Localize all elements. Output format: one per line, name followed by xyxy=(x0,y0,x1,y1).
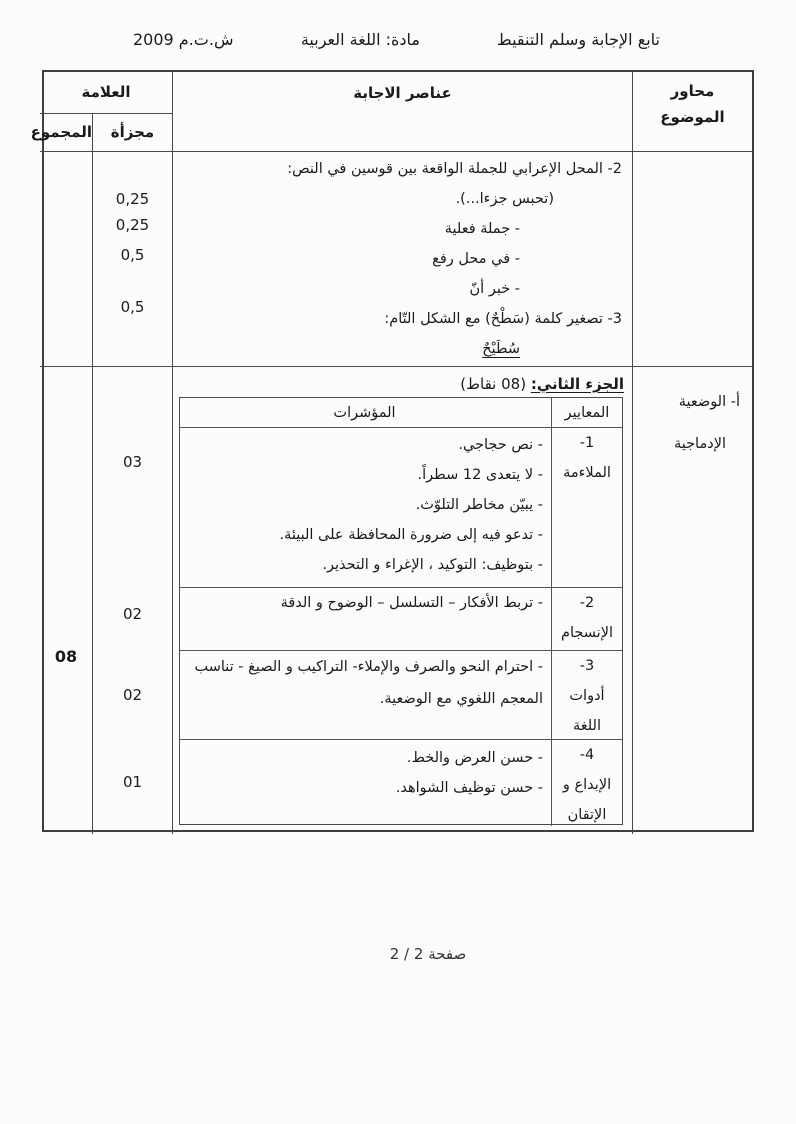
partial-mark: 03 xyxy=(122,453,143,471)
part2-axes-cell xyxy=(632,367,752,834)
answer-elements-label: عناصر الاجابة xyxy=(353,84,452,102)
section-points: (08 نقاط) xyxy=(460,375,527,393)
indicator-line: - لا يتعدى 12 سطراً. xyxy=(417,467,543,483)
partial-mark: 0,5 xyxy=(120,246,145,264)
criteria-label: اللغة xyxy=(572,718,602,734)
criteria-number: 1- xyxy=(579,435,595,451)
total-mark: 08 xyxy=(54,647,78,666)
partial-mark: 02 xyxy=(122,686,143,704)
indicator-line: - تربط الأفكار – التسلسل – الوضوح و الدقة xyxy=(280,595,543,611)
indicators-header-cell xyxy=(178,398,551,427)
indicator-line: - حسن العرض والخط. xyxy=(406,750,543,766)
axis-line: أ- الوضعية xyxy=(678,394,740,410)
partial-mark: 0,25 xyxy=(115,190,150,208)
criteria-label: الملاءمة xyxy=(563,465,611,481)
exam-session: ش.ت.م 2009 xyxy=(133,30,234,49)
marking-table xyxy=(30,70,754,832)
indicator-line: - حسن توظيف الشواهد. xyxy=(395,780,543,796)
indicators-cell xyxy=(178,428,551,587)
section-title xyxy=(173,371,632,397)
indicators-cell xyxy=(178,740,551,826)
indicator-line: - احترام النحو والصرف والإملاء- التراكيب و الصيغ - تناسب المعجم اللغوي مع الوضعية. xyxy=(194,659,543,707)
criteria-number: 3- xyxy=(579,658,595,674)
topic-axes-line2: الموضوع xyxy=(660,108,725,126)
header-answer-elements xyxy=(172,72,632,152)
criteria-header-label: المعايير xyxy=(564,405,610,421)
indicators-header-label: المؤشرات xyxy=(333,405,396,421)
indicator-line: - تدعو فيه إلى ضرورة المحافظة على البيئة. xyxy=(279,527,543,543)
indicator-line: - يبيّن مخاطر التلوّث. xyxy=(415,497,543,513)
criteria-label: الإتقان xyxy=(567,807,607,823)
header-total xyxy=(30,114,92,152)
topic-axes-line1: محاور xyxy=(670,82,715,100)
criteria-label: الإنسجام xyxy=(560,625,614,641)
answer-line: (تحبس جزءا...). xyxy=(455,191,554,207)
header-mark xyxy=(40,72,172,114)
section-title-text: الجزء الثاني: xyxy=(530,375,624,393)
total-label: المجموع xyxy=(30,123,92,141)
answer-line: - جملة فعلية xyxy=(444,221,520,237)
criteria-table xyxy=(179,397,623,825)
indicators-cell xyxy=(178,651,551,739)
header-partial xyxy=(92,114,172,152)
criteria-header-cell xyxy=(551,398,622,427)
criteria-number: 4- xyxy=(579,747,595,763)
header-topic-axes xyxy=(632,72,752,152)
criteria-label: الإبداع و xyxy=(562,777,612,793)
axis-line: الإدماجية xyxy=(673,436,726,452)
answer-line: 2- المحل الإعرابي للجملة الواقعة بين قوسين في النص: xyxy=(287,161,622,177)
partial-mark: 01 xyxy=(122,773,143,791)
criteria-label: أدوات xyxy=(569,688,605,704)
criteria-row xyxy=(180,588,622,651)
criteria-cell xyxy=(551,588,622,650)
part1-answer-cell xyxy=(172,152,632,367)
partial-mark: 0,5 xyxy=(120,298,145,316)
part1-partial-marks-cell xyxy=(92,152,172,367)
answer-line: - في محل رفع xyxy=(432,251,520,267)
criteria-cell xyxy=(551,740,622,826)
partial-label: مجزأة xyxy=(110,123,155,141)
indicator-line: - نص حجاجي. xyxy=(458,437,543,453)
criteria-cell xyxy=(551,428,622,587)
criteria-cell xyxy=(551,651,622,739)
part1-total-cell xyxy=(40,152,92,367)
indicators-cell xyxy=(178,588,551,650)
criteria-row xyxy=(180,428,622,588)
part2-total-cell xyxy=(40,367,92,834)
answer-line-underlined: سُطَيْحٌ xyxy=(482,341,520,357)
criteria-row xyxy=(180,651,622,740)
criteria-row xyxy=(180,740,622,826)
exam-title: تابع الإجابة وسلم التنقيط xyxy=(496,30,660,49)
partial-mark: 02 xyxy=(122,605,143,623)
mark-label: العلامة xyxy=(81,83,131,101)
partial-mark: 0,25 xyxy=(115,216,150,234)
answer-line: 3- تصغير كلمة (سَطْحٌ) مع الشكل التّام: xyxy=(384,311,622,327)
header-mark-group xyxy=(30,72,172,152)
criteria-table-header xyxy=(180,398,622,428)
indicator-line: - بتوظيف: التوكيد ، الإغراء و التحذير. xyxy=(322,557,543,573)
part1-axes-cell xyxy=(632,152,752,367)
part2-answer-cell xyxy=(172,367,632,834)
criteria-number: 2- xyxy=(579,595,595,611)
page-footer: صفحة 2 / 2 xyxy=(389,945,467,963)
part2-partial-marks-cell xyxy=(92,367,172,834)
exam-subject: مادة: اللغة العربية xyxy=(300,30,420,49)
answer-line: - خبر أنّ xyxy=(469,281,520,297)
